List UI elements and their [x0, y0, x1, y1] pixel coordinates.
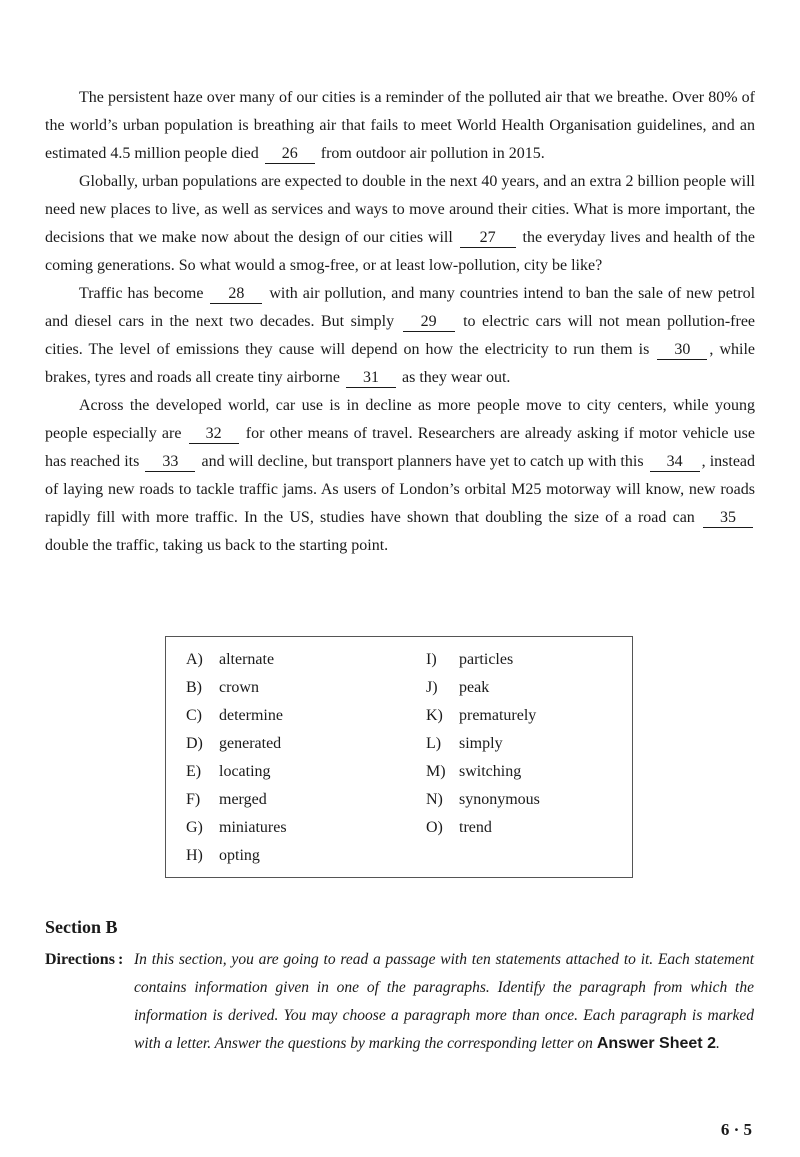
page-number: 6 · 5 — [720, 1120, 752, 1139]
blank-33[interactable]: 33 — [145, 453, 195, 472]
word-option-f: F) merged — [186, 791, 267, 808]
blank-29[interactable]: 29 — [403, 313, 455, 332]
word-option-m: M) switching — [426, 763, 522, 780]
paragraph-3: Traffic has become 28 with air pollution, and many countries intend to ban the sale of new petrol and diesel cars in the next two decades. But simply 29 to electric cars will not mean pollution-free cities. The level of emissions they cause will depend on how the electricity to run them is 30 , while brakes, tyres and roads all create tiny airborne 31 as they wear out. — [45, 285, 756, 386]
word-option-g: G) miniatures — [186, 819, 287, 836]
word-option-k: K) prematurely — [426, 707, 537, 724]
blank-32[interactable]: 32 — [189, 425, 239, 444]
blank-34[interactable]: 34 — [650, 453, 700, 472]
paragraph-1: The persistent haze over many of our cities is a reminder of the polluted air that we breathe. Over 80% of the world’s urban population is breathing air that fails to meet World Health Organisation guidelines, and an estimated 4.5 million people died 26 from outdoor air pollution in 2015. — [45, 89, 755, 162]
cloze-passage — [45, 84, 755, 560]
word-option-c: C) determine — [186, 707, 283, 724]
word-bank-box — [165, 636, 633, 878]
word-option-a: A) alternate — [186, 651, 275, 668]
blank-27[interactable]: 27 — [460, 229, 516, 248]
blank-28[interactable]: 28 — [210, 285, 262, 304]
directions-colon: : — [118, 951, 124, 968]
blank-31[interactable]: 31 — [346, 369, 396, 388]
blank-35[interactable]: 35 — [703, 509, 753, 528]
directions-text: In this section, you are going to read a passage with ten statements attached to it. Each statement contains information given in one of the paragraphs. Identify the paragraph from which the information is derived. You may choose a paragraph more than once. Each paragraph is marked with a letter. Answer the questions by marking the corresponding letter on Answer Sheet 2. — [134, 951, 754, 1052]
word-option-e: E) locating — [186, 763, 271, 780]
word-bank-right-column — [426, 646, 540, 842]
paragraph-4: Across the developed world, car use is in decline as more people move to city centers, while young people especially are 32 for other means of travel. Researchers are already asking if motor vehicle use has reached its 33 and will decline, but transport planners have yet to catch up with this 34 , instead of laying new roads to tackle traffic jams. As users of London’s orbital M25 motorway will know, new roads rapidly fill with more traffic. In the US, studies have shown that doubling the size of a road can 35 double the traffic, taking us back to the starting point. — [45, 397, 756, 554]
word-option-n: N) synonymous — [426, 791, 540, 808]
word-option-i: I) particles — [426, 651, 514, 668]
directions-label: Directions — [45, 951, 115, 968]
word-option-b: B) crown — [186, 679, 259, 696]
paragraph-2: Globally, urban populations are expected to double in the next 40 years, and an extra 2 billion people will need new places to live, as well as services and ways to move around their cities. What is more important, the decisions that we make now about the design of our cities will 27 the everyday lives and health of the coming generations. So what would a smog-free, or at least low-pollution, city be like? — [45, 173, 756, 274]
word-option-d: D) generated — [186, 735, 282, 752]
section-b-title: Section B — [45, 917, 118, 937]
answer-sheet-reference: Answer Sheet 2 — [596, 1035, 716, 1052]
word-option-l: L) simply — [426, 735, 503, 752]
word-option-h: H) opting — [186, 847, 260, 864]
blank-30[interactable]: 30 — [657, 341, 707, 360]
word-option-j: J) peak — [426, 679, 490, 696]
blank-26[interactable]: 26 — [265, 145, 315, 164]
word-bank-left-column — [186, 646, 287, 870]
word-option-o: O) trend — [426, 819, 492, 836]
